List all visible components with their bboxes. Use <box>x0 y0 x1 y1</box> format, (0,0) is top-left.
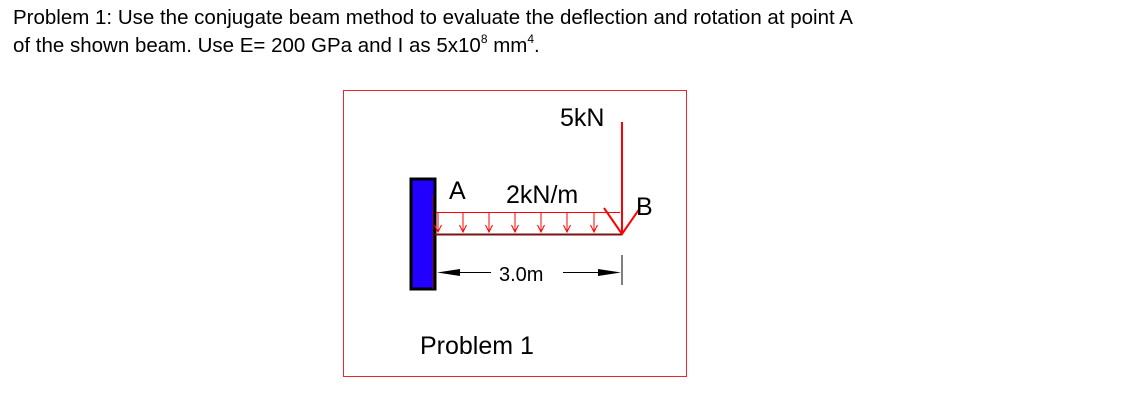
exponent-8: 8 <box>480 32 488 46</box>
span-label: 3.0m <box>499 264 544 286</box>
fixed-support <box>411 179 435 289</box>
distributed-load <box>435 213 621 233</box>
figure-caption: Problem 1 <box>420 332 534 360</box>
problem-line-2-unit: mm <box>487 34 528 57</box>
distributed-load-label: 2kN/m <box>506 181 579 209</box>
dimension-arrowhead-left <box>437 269 460 276</box>
udl-arrow <box>538 213 545 232</box>
point-load-arrow <box>604 122 640 234</box>
udl-arrow <box>591 213 598 232</box>
problem-line-1: Problem 1: Use the conjugate beam method to evaluate the deflection and rotation at point A <box>13 6 853 29</box>
problem-line-2-end: . <box>534 34 540 57</box>
exponent-4: 4 <box>527 32 535 46</box>
udl-arrow <box>460 213 467 232</box>
point-b-label: B <box>636 193 653 221</box>
point-a-label: A <box>449 177 466 205</box>
dimension-arrowhead-right <box>598 269 621 276</box>
point-load-label: 5kN <box>560 104 605 132</box>
udl-arrow <box>512 213 519 232</box>
problem-line-2-prefix: of the shown beam. Use E= 200 GPa and I as 5x10 <box>13 34 481 57</box>
udl-arrow <box>564 213 571 232</box>
udl-arrow <box>486 213 493 232</box>
